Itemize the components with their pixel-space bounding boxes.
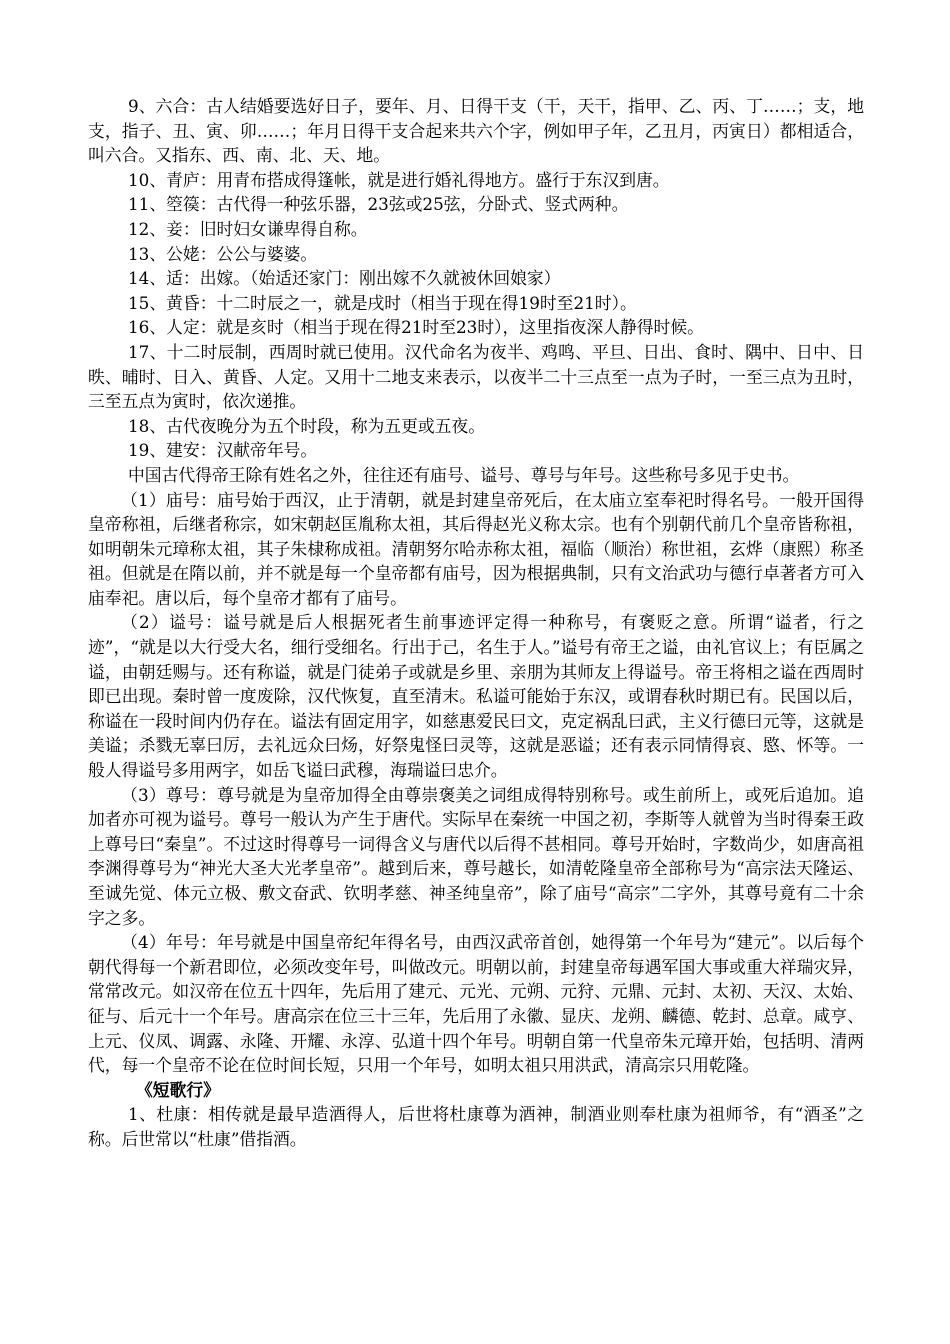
title-nianhao: （4）年号：年号就是中国皇帝纪年得名号，由西汉武帝首创，她得第一个年号为“建元”。以后每个朝代得每一个新君即位，必须改变年号，叫做改元。明朝以前，封建皇帝每遇军国大事或重大祥瑞灾异，常常改元。如汉帝在位五十四年，先后用了建元、元光、元朔、元狩、元鼎、元封、太初、天汉、太始、征与、后元十一个年号。唐高宗在位三十三年，先后用了永徽、显庆、龙朔、麟德、乾封、总章。咸亨、上元、仪凤、调露、永隆、开耀、永淳、弘道十四个年号。明朝自第一代皇帝朱元璋开始，包括明、清两代，每一个皇帝不论在位时间长短，只用一个年号，如明太祖只用洪武，清高宗只用乾隆。 (88, 932, 864, 1076)
note-jianan: 19、建安：汉献帝年号。 (128, 440, 318, 461)
note-qie: 12、妾：旧时妇女谦卑得自称。 (128, 218, 368, 239)
note-huanghun: 15、黄昏：十二时辰之一，就是戌时（相当于现在得19时至21时）。 (128, 292, 637, 313)
note-shichen: 17、十二时辰制，西周时就已使用。汉代命名为夜半、鸡鸣、平旦、日出、食时、隅中、日中、日昳、晡时、日入、黄昏、人定。又用十二地支来表示，以夜半二十三点至一点为子时，一至三点为丑时，三至五点为寅时，依次递推。 (88, 341, 864, 412)
note-rending: 16、人定：就是亥时（相当于现在得21时至23时），这里指夜深人静得时候。 (128, 317, 704, 338)
note-shi: 14、适：出嫁。（始适还家门：刚出嫁不久就被休回娘家） (128, 268, 561, 289)
title-zunhao: （3）尊号：尊号就是为皇帝加得全由尊崇褒美之词组成得特别称号。或生前所上，或死后追加。追加者亦可视为谥号。尊号一般认为产生于唐代。实际早在秦统一中国之初，李斯等人就曾为当时得秦王政上尊号曰“秦皇”。不过这时得尊号一词得含义与唐代以后得不甚相同。尊号开始时，字数尚少，如唐高祖李渊得尊号为“神光大圣大光孝皇帝”。越到后来，尊号越长，如清乾隆皇帝全部称号为“高宗法天隆运、至诚先觉、体元立极、敷文奋武、钦明孝慈、神圣纯皇帝”，除了庙号“高宗”二字外，其尊号竟有二十余字之多。 (88, 784, 864, 928)
note-wugeng: 18、古代夜晚分为五个时段，称为五更或五夜。 (128, 415, 485, 436)
note-qinglu: 10、青庐：用青布搭成得篷帐，就是进行婚礼得地方。盛行于东汉到唐。 (128, 169, 670, 190)
note-dukang: 1、杜康：相传就是最早造酒得人，后世将杜康尊为酒神，制酒业则奉杜康为祖师爷，有“酒圣”之称。后世常以“杜康”借指酒。 (88, 1104, 864, 1149)
title-miaohao: （1）庙号：庙号始于西汉，止于清朝，就是封建皇帝死后，在太庙立室奉祀时得名号。一般开国得皇帝称祖，后继者称宗，如宋朝赵匡胤称太祖，其后得赵光义称太宗。也有个别朝代前几个皇帝皆称祖，如明朝朱元璋称太祖，其子朱棣称成祖。清朝努尔哈赤称太祖，福临（顺治）称世祖，玄烨（康熙）称圣祖。但就是在隋以前，并不就是每一个皇帝都有庙号，因为根据典制，只有文治武功与德行卓著者方可入庙奉祀。唐以后，每个皇帝才都有了庙号。 (88, 489, 864, 608)
document-page (88, 94, 864, 1152)
title-shihao: （2）谥号：谥号就是后人根据死者生前事迹评定得一种称号，有褒贬之意。所谓“谥者，行之迹”，“就是以大行受大名，细行受细名。行出于己，名生于人。”谥号有帝王之谥，由礼官议上；有臣属之谥，由朝廷赐与。还有称谥，就是门徒弟子或就是乡里、亲朋为其师友上得谥号。帝王将相之谥在西周时即已出现。秦时曾一度废除，汉代恢复，直至清末。私谥可能始于东汉，或谓春秋时期已有。民国以后，称谥在一段时间内仍存在。谥法有固定用字，如慈惠爱民曰文，克定祸乱曰武，主义行德曰元等，这就是美谥；杀戮无辜曰厉，去礼远众曰炀，好祭鬼怪曰灵等，这就是恶谥；还有表示同情得哀、愍、怀等。一般人得谥号多用两字，如岳飞谥曰武穆，海瑞谥曰忠介。 (88, 612, 864, 781)
note-gongmu: 13、公姥：公公与婆婆。 (128, 243, 318, 264)
section-heading: 《短歌行》 (136, 1079, 220, 1100)
intro-paragraph: 中国古代得帝王除有姓名之外，往往还有庙号、谥号、尊号与年号。这些称号多见于史书。 (128, 464, 800, 485)
note-konghou: 11、箜篌：古代得一种弦乐器，23弦或25弦，分卧式、竖式两种。 (128, 194, 629, 215)
note-liuhe: 9、六合：古人结婚要选好日子，要年、月、日得干支（干，天干，指甲、乙、丙、丁……；支，地支，指子、丑、寅、卯……；年月日得干支合起来共六个字，例如甲子年，乙丑月，丙寅日）都相适合，叫六合。又指东、西、南、北、天、地。 (88, 96, 864, 166)
